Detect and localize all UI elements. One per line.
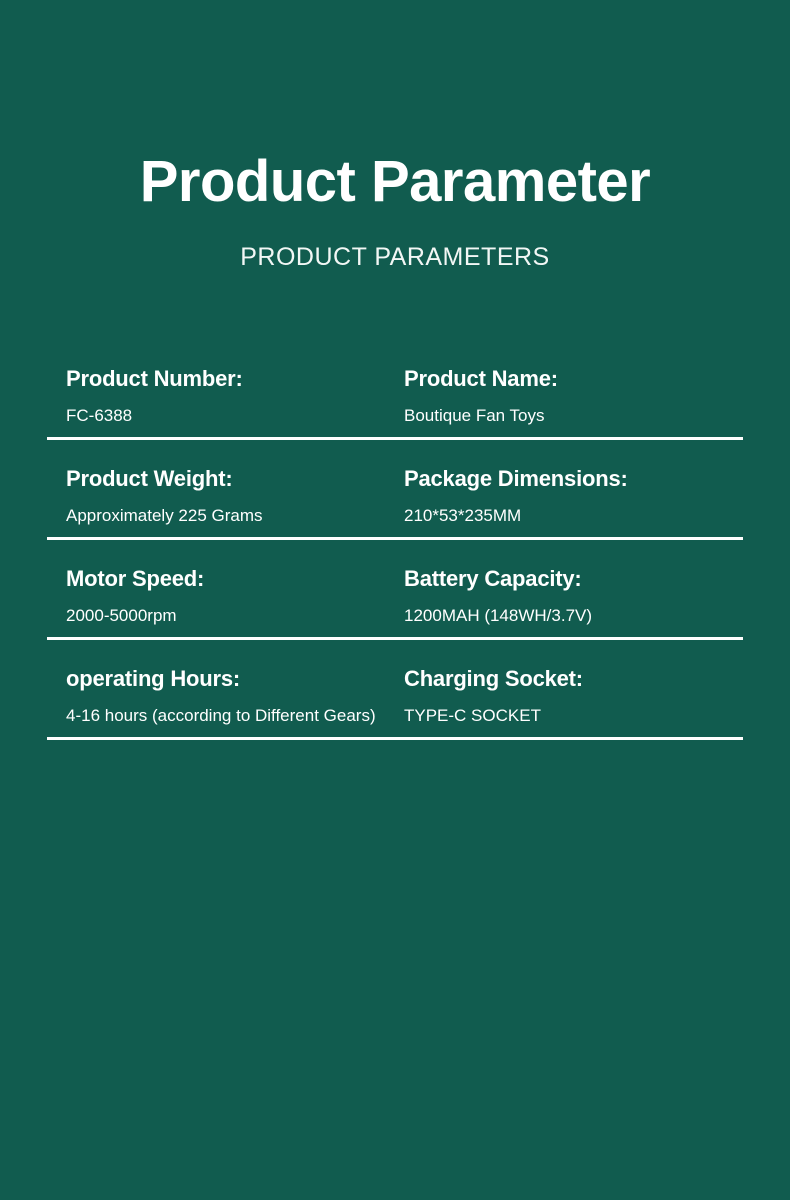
table-row [47,640,743,740]
spec-value: FC-6388 [66,405,133,425]
spec-value: TYPE-C SOCKET [404,705,541,725]
spec-label: Product Number: [66,365,243,391]
page-title: Product Parameter [139,149,651,214]
spec-label: operating Hours: [66,665,241,691]
spec-value: Approximately 225 Grams [66,505,263,525]
spec-label: Motor Speed: [66,565,205,591]
spec-value: 1200MAH (148WH/3.7V) [404,605,593,625]
spec-value: Boutique Fan Toys [404,405,545,425]
spec-cell-product-number [47,340,395,426]
spec-label: Package Dimensions: [404,465,628,491]
spec-cell-operating-hours [47,640,395,726]
specifications-table [47,340,743,740]
spec-value: 210*53*235MM [404,505,522,525]
page-header [0,0,790,272]
spec-label: Product Weight: [66,465,233,491]
spec-cell-motor-speed [47,540,395,626]
table-row [47,340,743,440]
table-row [47,440,743,540]
spec-cell-charging-socket [395,640,743,726]
page-subtitle: PRODUCT PARAMETERS [240,242,550,271]
spec-cell-package-dimensions [395,440,743,526]
spec-label: Charging Socket: [404,665,583,691]
spec-label: Battery Capacity: [404,565,582,591]
spec-label: Product Name: [404,365,558,391]
spec-cell-product-name [395,340,743,426]
spec-cell-product-weight [47,440,395,526]
spec-value: 4-16 hours (according to Different Gears) [66,705,376,725]
spec-cell-battery-capacity [395,540,743,626]
spec-value: 2000-5000rpm [66,605,177,625]
table-row [47,540,743,640]
